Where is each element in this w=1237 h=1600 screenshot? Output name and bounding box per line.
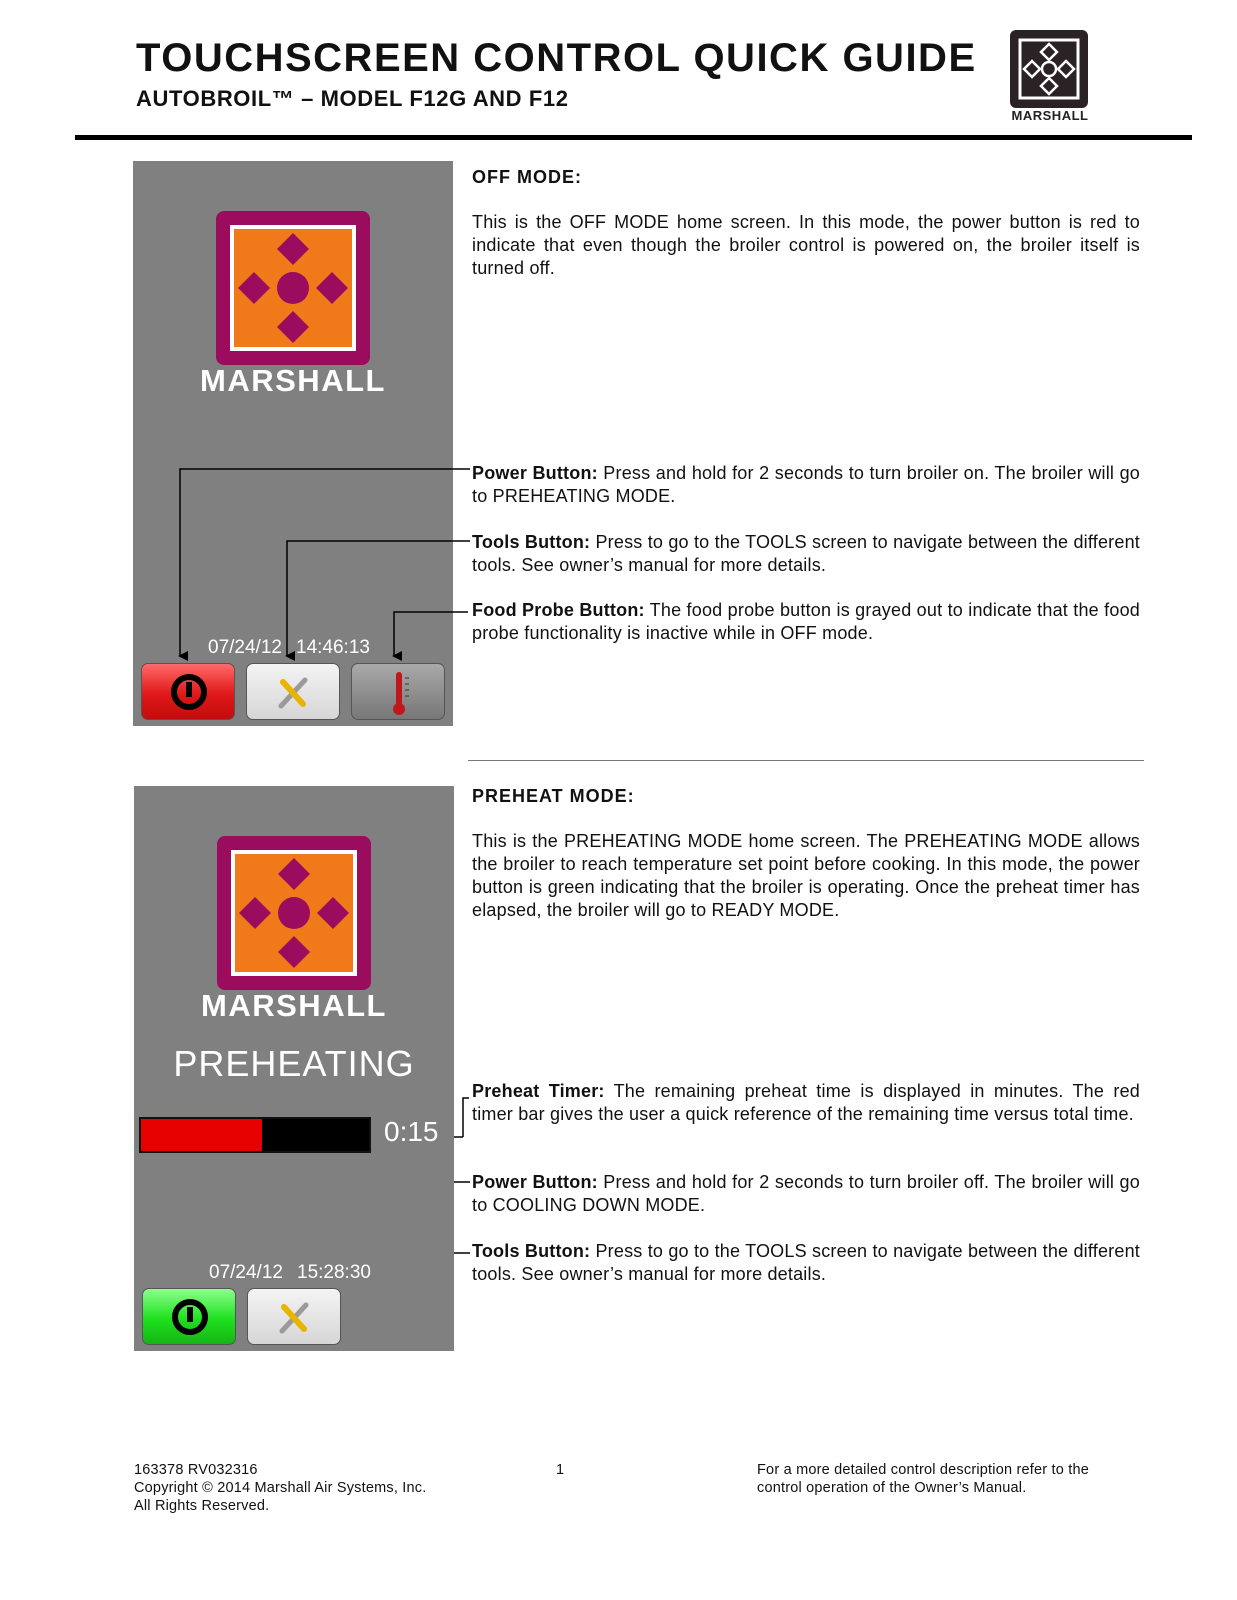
callout-text: Press to go to the TOOLS screen to navigate between the different tools. See owner’s manual for more details.	[472, 532, 1140, 575]
callout-term: Power Button:	[472, 463, 598, 483]
section-divider	[468, 760, 1144, 761]
callout-term: Power Button:	[472, 1172, 598, 1192]
preheat-mode-screen	[134, 786, 454, 1351]
preheating-status: PREHEATING	[173, 1043, 415, 1084]
footer-right	[757, 1461, 1089, 1497]
rights: All Rights Reserved.	[134, 1498, 270, 1514]
screen-time: 15:28:30	[297, 1262, 371, 1283]
callout-text: The food probe button is grayed out to indicate that the food probe functionality is inactive while in OFF mode.	[472, 600, 1140, 643]
doc-number: 163378 RV032316	[134, 1462, 258, 1478]
tools-icon	[248, 1289, 342, 1346]
callout-power-off	[472, 462, 1140, 508]
brand-wordmark: MARSHALL	[1011, 108, 1089, 123]
screen-time: 14:46:13	[296, 637, 370, 658]
footer-note-line1: For a more detailed control description refer to the	[757, 1462, 1089, 1478]
callout-preheat-timer	[472, 1080, 1140, 1126]
tools-button[interactable]	[247, 1288, 341, 1345]
callout-term: Tools Button:	[472, 1241, 591, 1261]
off-mode-intro: This is the OFF MODE home screen. In this mode, the power button is red to indicate that even though the broiler control is powered on, the broiler itself is turned off.	[472, 212, 1140, 278]
off-mode-heading: OFF MODE:	[472, 167, 582, 187]
screen-date: 07/24/12	[209, 1262, 283, 1283]
page-subtitle: AUTOBROIL™ – MODEL F12G AND F12	[136, 86, 569, 111]
footer-note-line2: control operation of the Owner’s Manual.	[757, 1480, 1027, 1496]
screen-wordmark: MARSHALL	[201, 988, 387, 1023]
screen-wordmark: MARSHALL	[200, 363, 386, 398]
callout-term: Preheat Timer:	[472, 1081, 605, 1101]
marshall-logo-icon	[217, 836, 371, 990]
page-number: 1	[556, 1462, 565, 1478]
preheat-timer-value: 0:15	[384, 1116, 439, 1147]
callout-text: The remaining preheat time is displayed in minutes. The red timer bar gives the user a quick reference of the remaining time versus total time.	[472, 1081, 1140, 1124]
callout-text: Press and hold for 2 seconds to turn broiler on. The broiler will go to PREHEATING MODE.	[472, 463, 1141, 506]
preheat-timer-bar	[139, 1117, 371, 1153]
callout-tools-preheat	[472, 1240, 1140, 1286]
footer-left	[134, 1461, 426, 1515]
callout-text: Press to go to the TOOLS screen to navigate between the different tools. See owner’s manual for more details.	[472, 1241, 1140, 1284]
callout-probe-off	[472, 599, 1140, 645]
callout-term: Tools Button:	[472, 532, 591, 552]
preheat-timer-fill	[141, 1119, 262, 1151]
power-button[interactable]	[142, 1288, 236, 1345]
page-title: TOUCHSCREEN CONTROL QUICK GUIDE	[136, 36, 977, 80]
preheat-mode-heading: PREHEAT MODE:	[472, 786, 635, 806]
callout-tools-off	[472, 531, 1140, 577]
power-icon	[143, 1289, 237, 1346]
callout-text: Press and hold for 2 seconds to turn broiler off. The broiler will go to COOLING DOWN MODE.	[472, 1172, 1140, 1215]
callout-term: Food Probe Button:	[472, 600, 645, 620]
callout-power-preheat	[472, 1171, 1140, 1217]
screen-date: 07/24/12	[208, 637, 282, 658]
preheat-mode-intro: This is the PREHEATING MODE home screen. The PREHEATING MODE allows the broiler to reach temperature set point before cooking. In this mode, the power button is green indicating that the broiler is operating. Once the preheat timer has elapsed, the broiler will go to READY MODE.	[472, 831, 1140, 920]
copyright: Copyright © 2014 Marshall Air Systems, Inc.	[134, 1480, 427, 1496]
